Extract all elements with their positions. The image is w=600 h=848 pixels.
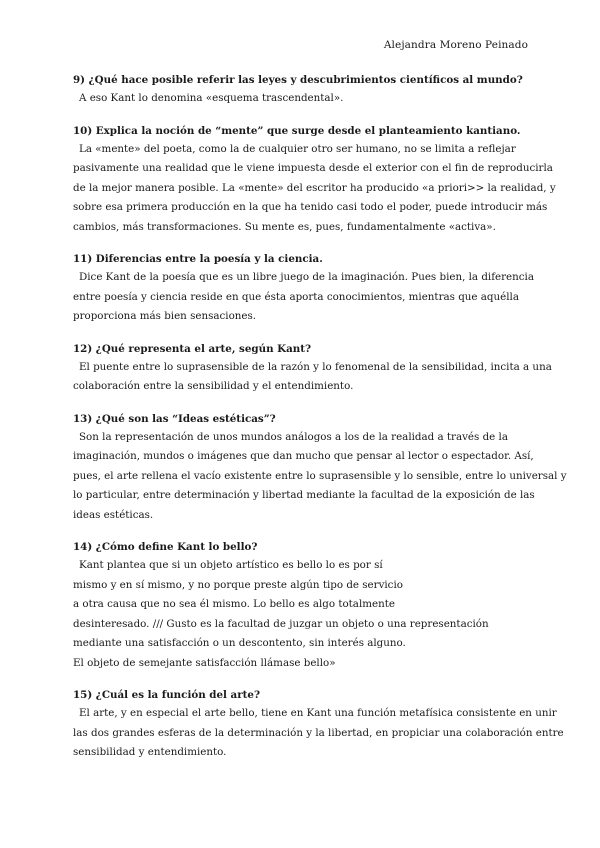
answer-line: a otra causa que no sea él mismo. Lo bello es algo totalmente	[73, 598, 395, 610]
question-block	[73, 251, 533, 327]
answer-text	[73, 428, 567, 526]
answer-line: ideas estéticas.	[73, 508, 154, 521]
answer-line: pasivamente una realidad que le viene impuesta desde el exterior con el fin de reproducirla	[73, 162, 553, 174]
answer-text	[73, 704, 564, 763]
answer-text	[73, 140, 556, 238]
question-block	[73, 539, 533, 673]
answer-line: Kant plantea que si un objeto artístico es bello lo es por sí	[79, 559, 383, 571]
answer-line: proporciona más bien sensaciones.	[73, 310, 257, 322]
question-block	[73, 72, 533, 109]
question-block	[73, 341, 552, 397]
answer-line: lo particular, entre determinación y libertad mediante la facultad de la exposición de las	[73, 489, 535, 501]
answer-text	[73, 89, 533, 109]
answer-line: Son la representación de unos mundos análogos a los de la realidad a través de la	[79, 430, 508, 443]
question-title: 14) ¿Cómo define Kant lo bello?	[73, 541, 258, 553]
answer-line: entre poesía y ciencia reside en que ésta aporta conocimientos, mientras que aquélla	[73, 290, 519, 303]
answer-line: sensibilidad y entendimiento.	[73, 746, 227, 758]
answer-line: mediante una satisfacción o un descontento, sin interés alguno.	[73, 637, 406, 649]
question-title: 10) Explica la noción de “mente” que surge desde el planteamiento kantiano.	[73, 124, 521, 137]
question-block	[73, 123, 556, 238]
answer-line: El arte, y en especial el arte bello, tiene en Kant una función metafísica consistente en unir	[79, 707, 557, 719]
questions-list	[73, 72, 567, 777]
question-block	[73, 687, 564, 763]
answer-text	[73, 268, 533, 327]
answer-line: colaboración entre la sensibilidad y el entendimiento.	[73, 380, 354, 392]
answer-line: desinteresado. /// Gusto es la facultad de juzgar un objeto o una representación	[73, 617, 489, 630]
answer-text	[73, 358, 552, 397]
author-header: Alejandra Moreno Peinado	[383, 39, 528, 51]
question-block	[73, 411, 567, 526]
question-title: 15) ¿Cuál es la función del arte?	[73, 689, 260, 701]
answer-line: mismo y en sí mismo, y no porque preste algún tipo de servicio	[73, 578, 403, 591]
answer-line: A eso Kant lo denomina «esquema trascendental».	[79, 92, 344, 104]
answer-line: El puente entre lo suprasensible de la razón y lo fenomenal de la sensibilidad, incita a una	[79, 360, 552, 373]
answer-line: Dice Kant de la poesía que es un libre juego de la imaginación. Pues bien, la diferencia	[79, 271, 534, 283]
answer-line: sobre esa primera producción en la que ha tenido casi todo el poder, puede introducir más	[73, 201, 548, 213]
question-title: 9) ¿Qué hace posible referir las leyes y descubrimientos científicos al mundo?	[73, 74, 523, 86]
answer-line: de la mejor manera posible. La «mente» del escritor ha producido «a priori>> la realidad, y	[73, 181, 556, 194]
question-title: 13) ¿Qué son las “Ideas estéticas”?	[73, 412, 276, 425]
answer-text	[73, 556, 533, 673]
answer-line: imaginación, mundos o imágenes que dan mucho que pensar al lector o espectador. Así,	[73, 450, 534, 462]
answer-line: La «mente» del poeta, como la de cualquier otro ser humano, no se limita a reflejar	[79, 142, 516, 155]
answer-line: El objeto de semejante satisfacción llámase bello»	[73, 656, 336, 669]
question-title: 12) ¿Qué representa el arte, según Kant?	[73, 342, 312, 355]
answer-line: cambios, más transformaciones. Su mente es, pues, fundamentalmente «activa».	[73, 220, 496, 233]
question-title: 11) Diferencias entre la poesía y la ciencia.	[73, 253, 323, 265]
answer-line: pues, el arte rellena el vacío existente entre lo suprasensible y lo sensible, entre lo universal y	[73, 469, 567, 482]
answer-line: las dos grandes esferas de la determinación y la libertad, en propiciar una colaboración entre	[73, 726, 564, 739]
